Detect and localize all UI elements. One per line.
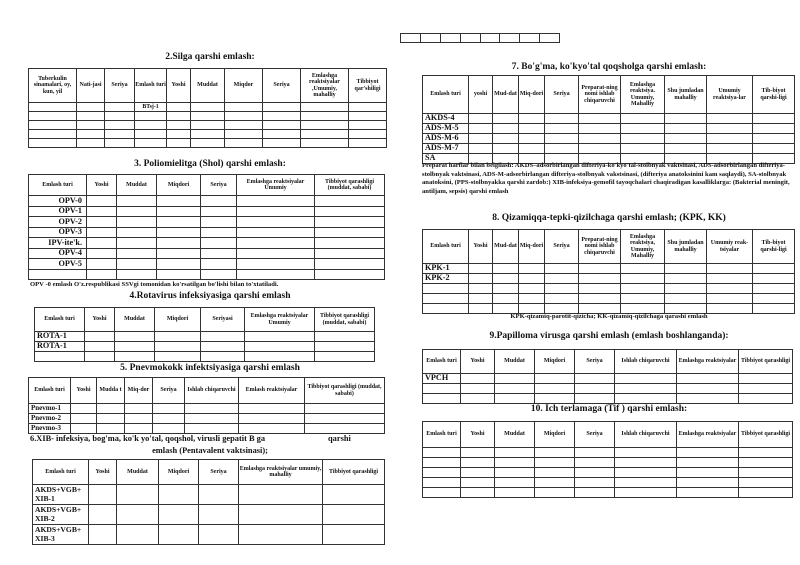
section-4-title: 4.Rotavirus infeksiyasiga qarshi emlash (129, 291, 291, 301)
row-label: AKDS-4 (423, 114, 469, 124)
table-row (423, 374, 793, 384)
header-cell: Shu jumladan mahalliy (665, 76, 707, 114)
table-header-row (29, 69, 387, 103)
table-header-row (423, 230, 795, 264)
header-cell: Tibbiyot qar'shiligi (349, 69, 387, 103)
header-cell: Mud-dat (493, 76, 519, 114)
section-6-title: 6.XIB- infeksiya, bog'ma, ko'k yo'tal, qoqshol, virusli gepatit B ga (30, 434, 266, 443)
header-cell: Seriya (545, 76, 579, 114)
header-cell: Emlash turi (135, 69, 167, 103)
row-label: Pnevmo-1 (29, 404, 71, 414)
header-cell: Mudda t (97, 378, 125, 404)
header-cell: Yoshi (461, 350, 495, 374)
header-cell: Emlash turi (423, 350, 461, 374)
header-cell: Yoshi (89, 460, 117, 485)
section-2-title: 2.Silga qarshi emlash: (165, 52, 255, 62)
pneumococcal-table (28, 377, 385, 434)
header-cell: yoshi (469, 76, 493, 114)
header-cell: Tibbiyot qarashligi (muddat, sababi) (305, 378, 385, 404)
table-row (423, 144, 795, 154)
header-cell: Emlash turi (423, 76, 469, 114)
table-row (33, 525, 385, 545)
header-cell: Yoshi (71, 378, 97, 404)
header-cell: Miq-dor (125, 378, 153, 404)
section-3-title: 3. Poliomielitga (Shol) qarshi emlash: (134, 159, 286, 169)
header-cell: Ishlab chiqaruvchi (185, 378, 239, 404)
top-table-fragment (400, 33, 560, 43)
hpv-table (422, 349, 793, 404)
row-label: OPV-4 (29, 248, 87, 259)
section-5-title: 5. Pnevmokokk infektsiyasiga qarshi emlash (120, 363, 300, 373)
header-cell: Nati-jasi (77, 69, 105, 103)
header-cell: Tibbiyot qarashligi (muddat, sababi) (315, 308, 375, 332)
header-cell: Emlash turi (35, 308, 85, 332)
left-page (0, 0, 396, 565)
header-cell: Ishlab chiqaruvchi (615, 422, 677, 448)
row-label: ROTA-1 (35, 342, 85, 352)
table-header-row (29, 175, 385, 196)
table-row (423, 458, 793, 468)
table-row (33, 485, 385, 505)
table-header-row (29, 378, 385, 404)
table-header-row (423, 76, 795, 114)
row-label: OPV-5 (29, 259, 87, 270)
table-row (29, 130, 387, 139)
row-label: ADS-M-7 (423, 144, 469, 154)
header-cell: Tibbiyot qarashligi (739, 422, 793, 448)
table-row (33, 505, 385, 525)
table-row (423, 304, 795, 314)
header-cell: Seriya (105, 69, 135, 103)
header-cell: Emlash turi (423, 422, 461, 448)
header-cell: Muddat (191, 69, 225, 103)
header-cell: Miqdori (535, 350, 575, 374)
header-cell: Emlash reaktsiyalar (239, 378, 305, 404)
header-cell: Yoshi (461, 422, 495, 448)
table-row (35, 332, 375, 342)
header-cell: Miqdori (159, 460, 199, 485)
table-row (29, 112, 387, 121)
dtp-note: Preparat harflar bilan belgilash: AKDS–adsorbirlangan difteriya-ko'kyo'tal-stolbnyak vaktsinasi, ADS-adsorbirlangan difteriya-stolbnyak vaktsinasi, ADS-M-adsorbirlangan difteriya-stolbnyak vakstsinasi, (difteriya anatoksinini kam saqlaydi), SA-stolbnyak anatoksini, (PPS-stolbnyakka qarshi zardob:) XIB-infeksiya-gemofil tayoqchalari chaqiradigan kasalliklarga: (Bakterial meningit, antiljam, sepsis) qarshi emlash (422, 162, 790, 195)
header-cell: Emlash turi (423, 230, 469, 264)
header-cell: Miq-dori (519, 230, 545, 264)
header-cell: Emlashga reaktsiya. Umumiy, Mahalliy (621, 76, 665, 114)
table-row (29, 248, 385, 259)
table-row (423, 284, 795, 294)
typhoid-table (422, 421, 793, 498)
header-cell: Muddat (117, 460, 159, 485)
table-row (423, 134, 795, 144)
table-row (423, 124, 795, 134)
header-cell: Seriya (263, 69, 301, 103)
table-row (29, 259, 385, 270)
table-row (423, 488, 793, 498)
table-row (423, 294, 795, 304)
table-row (423, 264, 795, 274)
table-row (29, 238, 385, 249)
row-label: AKDS+VGB+ XIB-1 (33, 485, 89, 505)
table-header-row (423, 350, 793, 374)
header-cell: Emlashga reaktsiyalar (677, 422, 739, 448)
header-cell: Muddat (115, 308, 155, 332)
rotavirus-table (34, 307, 375, 362)
header-cell: Emlashga reaktsiyalar ,Umumiy, mahalliy (301, 69, 349, 103)
table-row (29, 414, 385, 424)
table-row (29, 227, 385, 238)
header-cell: Tuberkulin sinamalari, oy, kun, yil (29, 69, 77, 103)
header-cell: Emlash turi (29, 175, 87, 196)
section-7-title: 7. Bo'g'ma, ko'kyo'tal qoqsholga qarshi emlash: (511, 62, 707, 72)
header-cell: Umumiy reak-tsiyalar (707, 230, 753, 264)
row-label: IPV-ite'k. (29, 238, 87, 249)
header-cell: Miqdori (535, 422, 575, 448)
header-cell: Preparat-ning nomi ishlab chiqaruvchi (579, 230, 621, 264)
header-cell: Tib-biyot qarshi-ligi (753, 230, 795, 264)
header-cell: Yoshi (87, 175, 117, 196)
row-label: VPCH (423, 374, 461, 384)
header-cell: Seriya (575, 350, 615, 374)
table-row (423, 478, 793, 488)
table-row (29, 121, 387, 130)
table-header-row (33, 460, 385, 485)
header-cell: Emlash turi (33, 460, 89, 485)
row-label: ADS-M-6 (423, 134, 469, 144)
header-cell: Seriya (575, 422, 615, 448)
header-cell: Muddat (495, 422, 535, 448)
table-row (423, 468, 793, 478)
header-cell: Ishlab chiqaruvchi (615, 350, 677, 374)
header-cell: Tibbiyot qarashligi (739, 350, 793, 374)
header-cell: Mud-dat (493, 230, 519, 264)
header-cell: Miqdori (155, 308, 201, 332)
section-10-title: 10. Ich terlamaga (Tif ) qarshi emlash: (530, 404, 688, 414)
polio-note: OPV -0 emlash O'z.respublikasi SSVgi tomonidan ko'rsatilgan bo'lishi bilan to'xtatiladi. (30, 281, 279, 288)
row-label: ADS-M-5 (423, 124, 469, 134)
section-8-title: 8. Qizamiqqa-tepki-qizilchaga qarshi emlash; (KPK, KK) (492, 213, 726, 223)
header-cell: Yoshi (167, 69, 191, 103)
header-cell: Tib-biyot qarshi-ligi (753, 76, 795, 114)
row-label: KPK-1 (423, 264, 469, 274)
header-cell: Tibbiyot qarashligi (muddat, sababi) (315, 175, 385, 196)
header-cell: Miqdori (157, 175, 201, 196)
mmr-note: KPK-qizamiq-parotit-qizicha; KK-qizamiq-qizilchaga qarashi emlash (510, 313, 708, 320)
table-header-row (35, 308, 375, 332)
row-label: AKDS+VGB+ XIB-2 (33, 505, 89, 525)
table-row (35, 352, 375, 362)
table-row (29, 206, 385, 217)
header-cell: Emlashga reaktsiyalar (677, 350, 739, 374)
header-cell: Tibbiyot qarashligi (323, 460, 385, 485)
row-label: KPK-2 (423, 274, 469, 284)
table-row (29, 103, 387, 112)
table-row (29, 196, 385, 207)
header-cell: Seriya (545, 230, 579, 264)
section-6-title-suffix: qarshi (328, 434, 351, 443)
dtp-table (422, 75, 795, 164)
header-cell: Emlashga reaktsiyalar Umumiy (237, 175, 315, 196)
row-label: Pnevmo-2 (29, 414, 71, 424)
row-label: OPV-2 (29, 217, 87, 228)
row-label: SA (423, 154, 469, 164)
table-row (29, 424, 385, 434)
header-cell: Emlashga reaktsiya, Umumiy, Mahalliy (621, 230, 665, 264)
header-cell: Miqdor (225, 69, 263, 103)
header-cell: Preparat-ning nomi ishlab chiqaruvchi (579, 76, 621, 114)
row-label: AKDS+VGB+ XIB-3 (33, 525, 89, 545)
mmr-table (422, 229, 795, 314)
pentavalent-table (32, 459, 385, 545)
header-cell: Emlash turi (29, 378, 71, 404)
header-cell: Seriya (201, 175, 237, 196)
header-cell: Seriya (199, 460, 239, 485)
section-6-subtitle: emlash (Pentavalent vaktsinasi); (152, 446, 268, 455)
bcg-table (28, 68, 387, 148)
header-cell: Muddat (495, 350, 535, 374)
table-row (29, 139, 387, 148)
bcg-label: BTsj-1 (135, 103, 167, 112)
header-cell: Muddat (117, 175, 157, 196)
row-label: Pnevmo-3 (29, 424, 71, 434)
row-label: OPV-1 (29, 206, 87, 217)
row-label: OPV-3 (29, 227, 87, 238)
table-header-row (423, 422, 793, 448)
header-cell: Yoshi (85, 308, 115, 332)
header-cell: Emlashga reaktsiyalar Umumiy (245, 308, 315, 332)
table-row (401, 34, 560, 43)
header-cell: Shu jumladan mahalliy (665, 230, 707, 264)
right-page (404, 0, 800, 565)
row-label: ROTA-1 (35, 332, 85, 342)
table-row (423, 448, 793, 458)
header-cell: Seriyasi (201, 308, 245, 332)
table-row (423, 114, 795, 124)
header-cell: Emlashga reaktsiyalar umumiy, mahalliy (239, 460, 323, 485)
table-row (29, 404, 385, 414)
table-row (35, 342, 375, 352)
section-9-title: 9.Papilloma virusga qarshi emlash (emlash boshlanganda): (489, 331, 729, 341)
header-cell: Yoshi (469, 230, 493, 264)
polio-table (28, 174, 385, 280)
row-label: OPV-0 (29, 196, 87, 207)
table-row (423, 384, 793, 394)
header-cell: Umumiy reaktsiya-lar (707, 76, 753, 114)
table-row (29, 269, 385, 280)
table-row (423, 394, 793, 404)
table-row (29, 217, 385, 228)
table-row (423, 274, 795, 284)
header-cell: Seriya (153, 378, 185, 404)
header-cell: Miq-dori (519, 76, 545, 114)
